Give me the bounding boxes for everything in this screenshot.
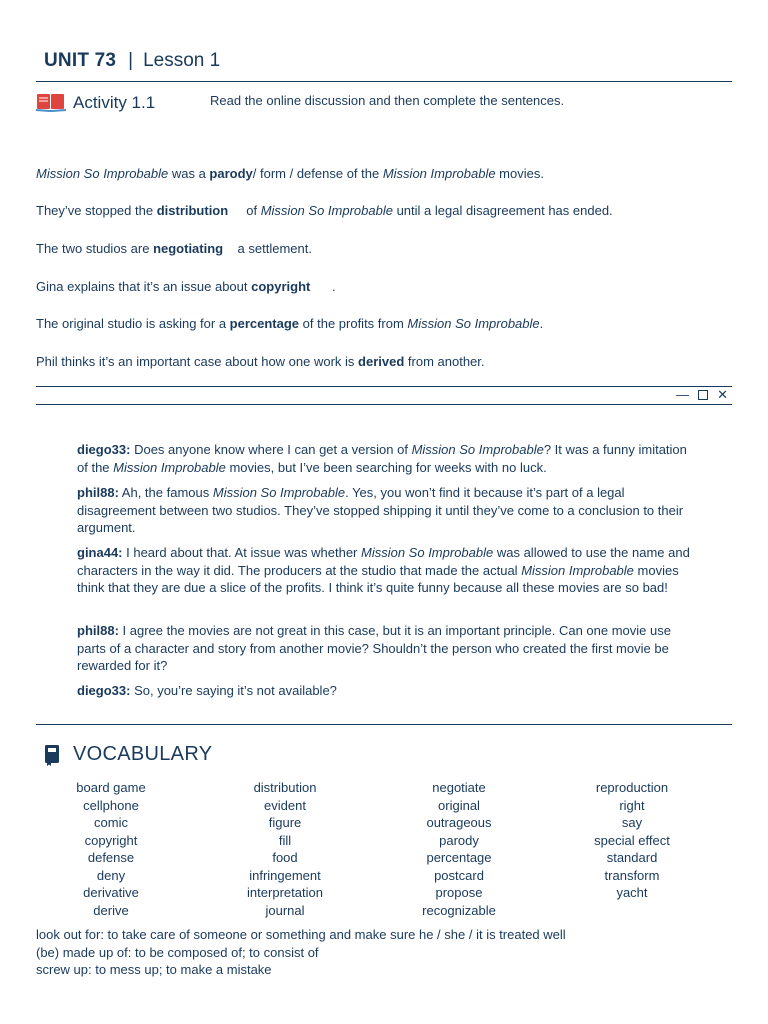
vocab-word: original: [438, 797, 480, 813]
window-top-border: [36, 386, 732, 387]
answer-copyright[interactable]: copyright: [251, 279, 311, 294]
vocab-word: parody: [439, 832, 479, 848]
vocab-column-4: [557, 779, 707, 902]
vocab-word: right: [619, 797, 645, 813]
post-phil88-2: phil88: I agree the movies are not great in this case, but it is an important principle. Can one movie use parts of a character and story from another movie? Shouldn’t the person who created the first movie be rewarded for it?: [77, 623, 671, 673]
book-open-icon: [36, 93, 66, 113]
vocab-word: evident: [264, 797, 306, 813]
vocab-word: derivative: [83, 885, 139, 900]
vocab-word: special effect: [594, 832, 670, 848]
definition-look-out-for: look out for: to take care of someone or something and make sure he / she / it is treated well: [36, 927, 566, 942]
vocab-word: percentage: [426, 850, 492, 865]
minimize-button[interactable]: —: [676, 387, 690, 402]
vocab-word: board game: [76, 780, 146, 795]
vocab-word: comic: [94, 815, 128, 830]
vocab-word: defense: [87, 850, 135, 865]
vocab-word: recognizable: [422, 902, 496, 918]
vocab-word: cellphone: [83, 797, 139, 813]
answer-percentage[interactable]: percentage: [229, 316, 300, 331]
vocab-word: deny: [96, 867, 126, 883]
vocab-word: propose: [435, 885, 483, 900]
header-separator: |: [128, 50, 134, 71]
post-username: diego33:: [77, 683, 131, 698]
post-username: phil88:: [77, 623, 119, 638]
vocab-word: outrageous: [426, 815, 492, 830]
lesson-label: Lesson 1: [143, 50, 221, 71]
vocab-word: food: [272, 850, 298, 865]
vocab-word: distribution: [253, 780, 317, 795]
activity-label: Activity 1.1: [73, 93, 156, 112]
vocab-word: infringement: [249, 867, 321, 883]
post-diego33-1: diego33: Does anyone know where I can get a version of Mission So Improbable? It was a funny imitation of the Mission Improbable movies, but I’ve been searching for weeks with no luck.: [77, 442, 687, 475]
unit-label: UNIT 73: [44, 50, 117, 71]
vocab-word: transform: [604, 867, 660, 883]
vocabulary-title: VOCABULARY: [73, 743, 213, 765]
sentence-4: Gina explains that it’s an issue about copyright .: [36, 279, 336, 294]
post-gina44-1: gina44: I heard about that. At issue was whether Mission So Improbable was allowed to use the name and characters in the way it did. The producers at the studio that made the actual Mission Improbable movies think that they are due a slice of the profits. I think it’s quite funny because all these movies are so bad!: [77, 545, 690, 595]
vocab-word: reproduction: [595, 780, 669, 795]
sentence-6: Phil thinks it’s an important case about how one work is derived from another.: [36, 354, 485, 369]
book-icon: [44, 745, 60, 766]
post-username: phil88:: [77, 485, 119, 500]
post-diego33-2: diego33: So, you’re saying it’s not available?: [77, 683, 337, 698]
vocab-column-2: [210, 779, 360, 919]
page-title: [44, 50, 220, 72]
post-phil88-1: phil88: Ah, the famous Mission So Improbable. Yes, you won’t find it because it’s part of a legal disagreement between two studios. They’ve stopped shipping it until they’ve come to a conclusion to their argument.: [77, 485, 684, 535]
definition-screw-up: screw up: to mess up; to make a mistake: [36, 962, 272, 977]
maximize-button[interactable]: [698, 390, 708, 400]
answer-distribution[interactable]: distribution: [156, 203, 229, 218]
vocab-word: copyright: [84, 832, 138, 848]
vocab-column-3: [384, 779, 534, 919]
window-titlebar-border: [36, 404, 732, 405]
vocab-word: figure: [268, 815, 302, 830]
answer-derived[interactable]: derived: [358, 354, 405, 369]
sentence-5: The original studio is asking for a percentage of the profits from Mission So Improbable.: [36, 316, 544, 331]
post-username: gina44:: [77, 545, 123, 560]
definition-made-up-of: (be) made up of: to be composed of; to consist of: [36, 945, 319, 960]
sentence-2: They’ve stopped the distribution of Mission So Improbable until a legal disagreement has ended.: [36, 203, 613, 218]
vocab-word: postcard: [434, 867, 484, 883]
vocab-word: yacht: [616, 885, 648, 900]
vocab-word: derive: [93, 902, 129, 918]
header-divider: [36, 81, 732, 82]
sentence-1: Mission So Improbable was a parody/ form / defense of the Mission Improbable movies.: [36, 166, 544, 181]
sentence-3: The two studios are negotiating a settlement.: [36, 241, 312, 256]
vocab-word: fill: [278, 832, 292, 848]
close-button[interactable]: ✕: [717, 387, 728, 402]
post-username: diego33:: [77, 442, 131, 457]
window-controls: [676, 389, 728, 401]
answer-negotiating[interactable]: negotiating: [153, 241, 224, 256]
vocab-word: interpretation: [247, 885, 323, 900]
vocab-word: standard: [606, 850, 658, 865]
activity-instruction: Read the online discussion and then complete the sentences.: [210, 93, 565, 108]
vocab-word: journal: [265, 902, 305, 918]
vocab-word: say: [621, 815, 643, 830]
vocab-word: negotiate: [432, 780, 486, 795]
window-bottom-border: [36, 724, 732, 725]
answer-parody[interactable]: parody: [209, 166, 253, 181]
vocab-column-1: [36, 779, 186, 919]
